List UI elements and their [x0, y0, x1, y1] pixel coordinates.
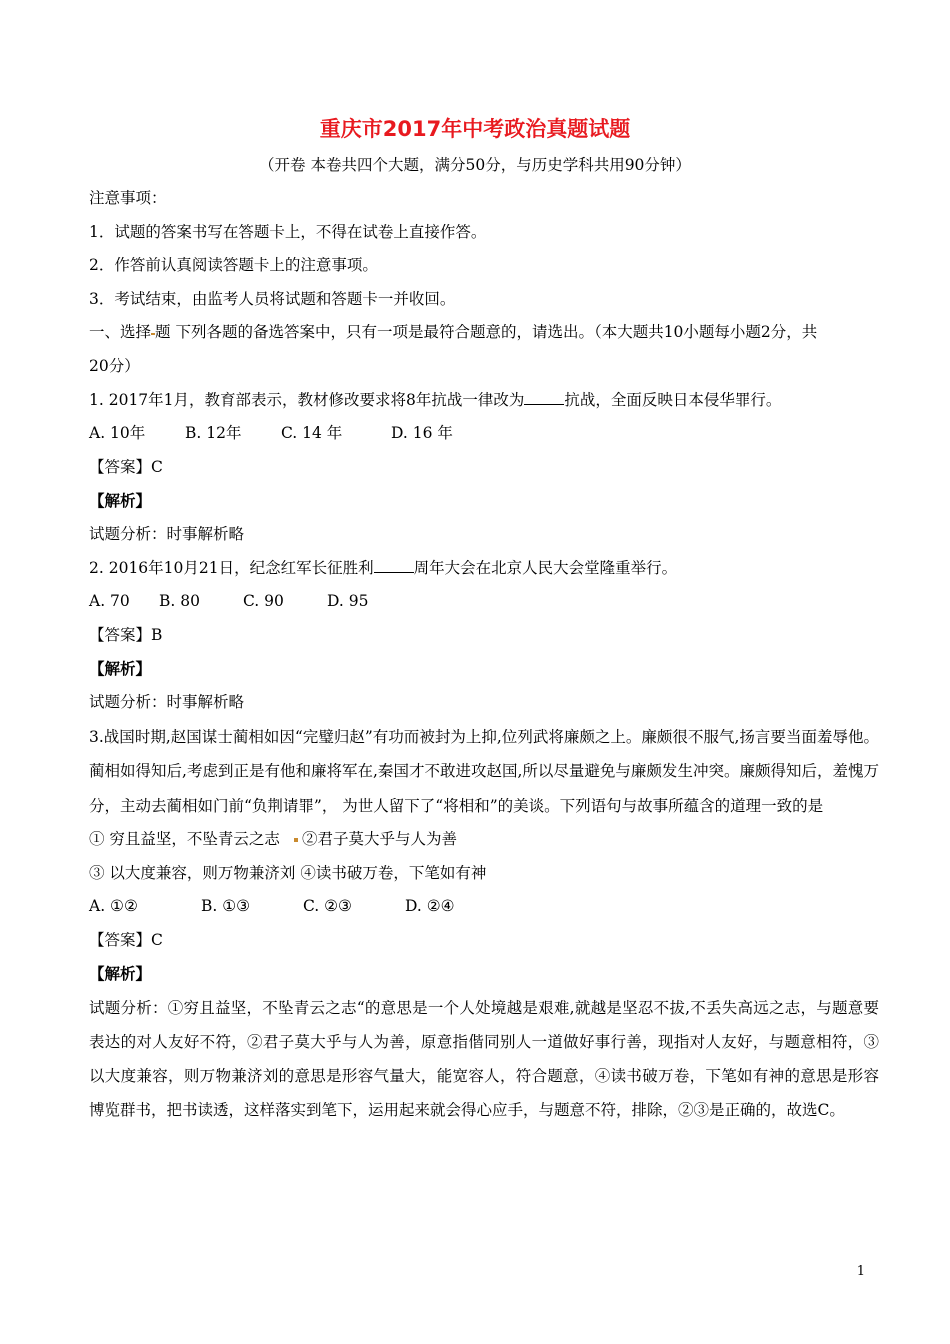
note-item: 2．作答前认真阅读答题卡上的注意事项。 [89, 256, 378, 275]
mark-dot [294, 838, 298, 842]
question-1-stem: 1. 2017年1月，教育部表示，教材修改要求将8年抗战一律改为 抗战，全面反映日本侵华罪行。 [89, 390, 782, 409]
page-title: 重庆市2017年中考政治真题试题 [319, 117, 631, 141]
question-3-items: ③ 以大度兼容，则万物兼济刘 ④读书破万卷，下笔如有神 [89, 863, 487, 882]
option: D. 16 年 [391, 424, 453, 443]
option: C. 14 年 [281, 424, 343, 443]
page-number: 1 [856, 1264, 865, 1279]
question-2-options [89, 585, 879, 619]
option: B. 12年 [185, 424, 242, 443]
answer-blank [524, 390, 564, 405]
section-heading: 一、选择 题 下列各题的备选答案中，只有一项是最符合题意的，请选出。（本大题共10小题每小题2分，共 [89, 323, 818, 342]
answer-blank [374, 558, 414, 573]
option: C. ②③ [303, 897, 352, 916]
question-1-options [89, 417, 879, 451]
answer-label: 【答案】C [89, 457, 163, 476]
answer-label: 【答案】C [89, 930, 163, 949]
note-item: 1．试题的答案书写在答题卡上，不得在试卷上直接作答。 [89, 222, 487, 241]
note-item: 3．考试结束，由监考人员将试题和答题卡一并收回。 [89, 289, 456, 308]
option: C. 90 [243, 592, 284, 611]
analysis-text: 试题分析：时事解析略 [89, 524, 245, 543]
question-2-stem: 2. 2016年10月21日，纪念红军长征胜利 周年大会在北京人民大会堂隆重举行。 [89, 558, 678, 577]
answer-label: 【答案】B [89, 625, 163, 644]
analysis-label: 【解析】 [89, 491, 152, 511]
option: D. 95 [327, 592, 369, 611]
page-subtitle: （开卷 本卷共四个大题，满分50分，与历史学科共用90分钟） [259, 156, 691, 174]
document-body [89, 182, 879, 1127]
analysis-text: 试题分析：时事解析略 [89, 692, 245, 711]
analysis-label: 【解析】 [89, 964, 152, 984]
section-heading-cont: 20分） [89, 356, 140, 375]
option: B. ①③ [201, 897, 251, 916]
option: D. ②④ [405, 897, 455, 916]
analysis-text: 试题分析：①穷且益坚，不坠青云之志“的意思是一个人处境越是艰难,就越是坚忍不拔,不丢失高远之志，与题意要表达的对人友好不符，②君子莫大乎与人为善，原意指偕同别人一道做好事行善，现指对人友好，与题意相符，③以大度兼容，则万物兼济刘的意思是形容气量大，能宽容人，符合题意，④读书破万卷，下笔如有神的意思是形容博览群书，把书读透，这样落实到笔下，运用起来就会得心应手，与题意不符，排除，②③是正确的，故选C。 [89, 998, 879, 1119]
question-3-stem: 3.战国时期,赵国谋士蔺相如因“完璧归赵”有功而被封为上抑,位列武将廉颇之上。廉颇很不服气,扬言要当面羞辱他。蔺相如得知后,考虑到正是有他和廉将军在,秦国才不敢进攻赵国,所以尽量避免与廉颇发生冲突。廉颇得知后，羞愧万分，主动去蔺相如门前“负荆请罪”， 为世人留下了“将相和”的美谈。下列语句与故事所蕴含的道理一致的是 [89, 727, 879, 815]
option: A. ①② [89, 897, 138, 916]
option: B. 80 [159, 592, 200, 611]
option: A. 10年 [89, 424, 146, 443]
option: A. 70 [89, 592, 130, 611]
question-3-items: ① 穷且益坚，不坠青云之志 ②君子莫大乎与人为善 [89, 830, 457, 848]
notes-heading: 注意事项： [89, 189, 167, 207]
analysis-label: 【解析】 [89, 659, 152, 679]
question-3-options [89, 890, 879, 924]
